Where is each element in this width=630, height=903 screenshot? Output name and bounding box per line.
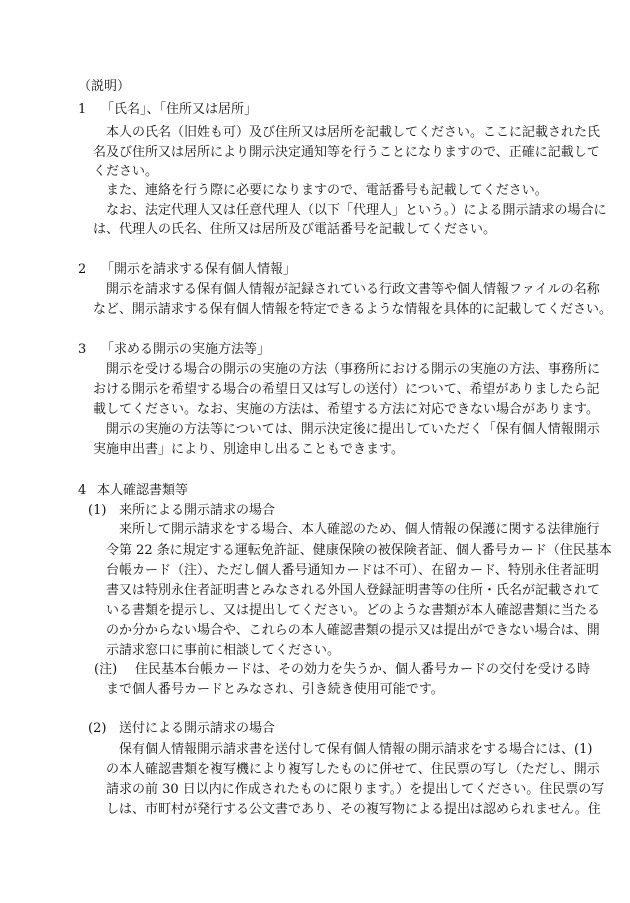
section-2-title: 「開示を請求する保有個人情報」 xyxy=(101,262,297,277)
section-3-line: 実施申出書」により、別途申し出ることもできます。 xyxy=(93,442,404,457)
section-1-line: は、代理人の氏名、住所又は居所及び電話番号を記載してください。 xyxy=(93,222,497,237)
section-4-title: 本人確認書類等 xyxy=(97,483,189,498)
subsection-1-line: 台帳カード（注）、ただし個人番号通知カードは不可）、在留カード、特別永住者証明 xyxy=(106,563,599,578)
section-3-line: おける開示を希望する場合の希望日又は写しの送付）について、希望がありましたら記 xyxy=(93,382,600,397)
section-1-line: また、連絡を行う際に必要になりますので、電話番号も記載してください。 xyxy=(106,183,548,198)
subsection-2-line: の本人確認書類を複写機により複写したものに併せて、住民票の写し（ただし、開示 xyxy=(106,762,600,777)
subsection-2-line: 保有個人情報開示請求書を送付して保有個人情報の開示請求をする場合には、(1) xyxy=(119,742,593,757)
explanation-heading: （説明） xyxy=(78,79,131,94)
section-1-line: 名及び住所又は居所により開示決定通知等を行うことになりますので、正確に記載して xyxy=(93,145,600,160)
section-3-line: 載してください。なお、実施の方法は、希望する方法に対応できない場合があります。 xyxy=(93,402,599,417)
section-3-line: 開示を受ける場合の開示の実施の方法（事務所における開示の実施の方法、事務所に xyxy=(106,362,601,377)
subsection-2-line: 請求の前 30 日以内に作成されたものに限ります。）を提出してください。住民票の写 xyxy=(106,782,605,797)
note-line: まで個人番号カードとみなされ、引き続き使用可能です。 xyxy=(106,682,444,697)
section-2-line: など、開示請求する保有個人情報を特定できるような情報を具体的に記載してください。 xyxy=(93,302,613,317)
section-3-title: 「求める開示の実施方法等」 xyxy=(101,342,271,357)
subsection-1-line: いる書類を提示し、又は提出してください。どのような書類が本人確認書類に当たる xyxy=(106,603,601,618)
section-1-line: ください。 xyxy=(93,164,159,179)
subsection-1-line: 示請求窓口に事前に相談してください。 xyxy=(106,643,341,658)
section-1-number: 1 xyxy=(78,102,87,117)
section-1-line: なお、法定代理人又は任意代理人（以下「代理人」という。）による開示請求の場合に xyxy=(106,203,607,218)
subsection-2-line: しは、市町村が発行する公文書であり、その複写物による提出は認められません。住 xyxy=(106,802,601,817)
section-3-number: 3 xyxy=(78,342,87,357)
subsection-1-line: のか分からない場合や、これらの本人確認書類の提示又は提出ができない場合は、開 xyxy=(106,623,600,638)
subsection-1-line: 令第 22 条に規定する運転免許証、健康保険の被保険者証、個人番号カード（住民基本 xyxy=(106,543,612,558)
subsection-2-title: 送付による開示請求の場合 xyxy=(119,721,276,736)
subsection-1-line: 来所して開示請求をする場合、本人確認のため、個人情報の保護に関する法律施行 xyxy=(119,522,600,537)
subsection-2-number: (2) xyxy=(88,721,107,736)
subsection-1-title: 来所による開示請求の場合 xyxy=(119,503,276,518)
subsection-1-number: (1) xyxy=(88,503,107,518)
subsection-1-line: 書又は特別永住者証明書とみなされる外国人登録証明書等の住所・氏名が記載されて xyxy=(106,583,601,598)
section-2-number: 2 xyxy=(78,262,87,277)
section-3-line: 開示の実施の方法等については、開示決定後に提出していただく「保有個人情報開示 xyxy=(106,422,600,437)
section-2-line: 開示を請求する保有個人情報が記録されている行政文書等や個人情報ファイルの名称 xyxy=(106,282,600,297)
note-line: 住民基本台帳カードは、その効力を失うか、個人番号カードの交付を受ける時 xyxy=(135,662,591,677)
section-1-title: 「氏名」、「住所又は居所」 xyxy=(101,102,258,117)
section-1-line: 本人の氏名（旧姓も可）及び住所又は居所を記載してください。ここに記載された氏 xyxy=(106,125,601,140)
section-4-number: 4 xyxy=(78,483,87,498)
note-label: (注) xyxy=(94,662,118,677)
